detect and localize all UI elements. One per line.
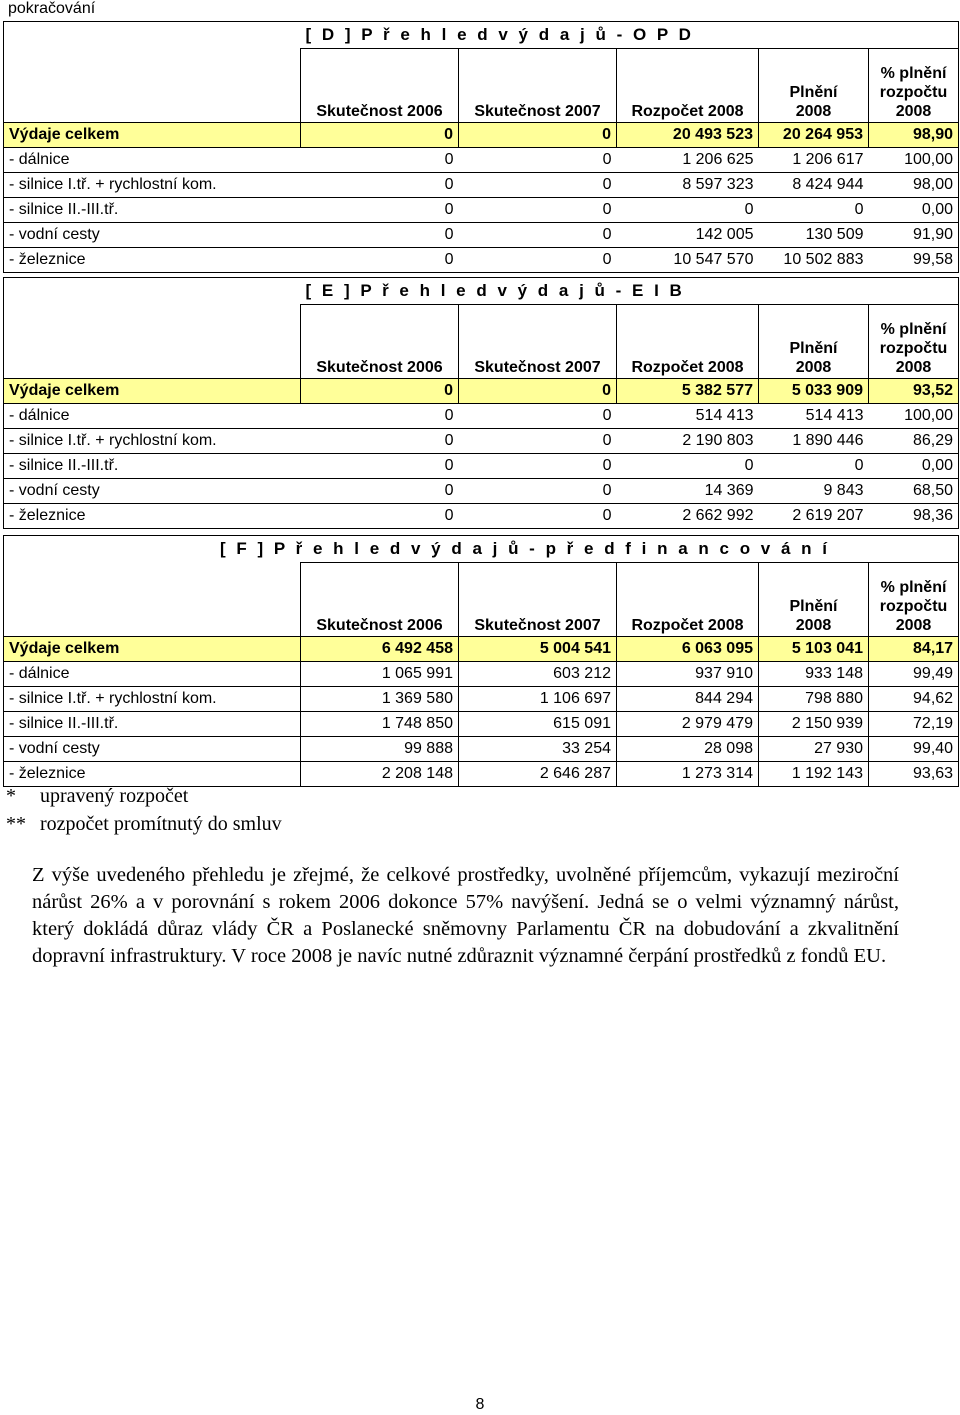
cell-plneni-2008: 9 843 bbox=[759, 479, 869, 504]
cell-pct-plneni: 86,29 bbox=[869, 429, 959, 454]
table-row bbox=[4, 737, 959, 762]
cell-skutecnost-2007: 615 091 bbox=[459, 712, 617, 737]
cell-skutecnost-2007: 0 bbox=[459, 223, 617, 248]
col-header-skutecnost-2007: Skutečnost 2007 bbox=[459, 305, 617, 379]
cell-rozpocet-2008: 20 493 523 bbox=[617, 123, 759, 148]
cell-rozpocet-2008: 2 979 479 bbox=[617, 712, 759, 737]
row-label: - dálnice bbox=[4, 404, 301, 429]
table-opd bbox=[3, 21, 959, 273]
cell-pct-plneni: 99,58 bbox=[869, 248, 959, 273]
cell-skutecnost-2006: 0 bbox=[301, 504, 459, 529]
cell-pct-plneni: 100,00 bbox=[869, 148, 959, 173]
cell-rozpocet-2008: 2 190 803 bbox=[617, 429, 759, 454]
header-row bbox=[4, 305, 959, 379]
cell-plneni-2008: 933 148 bbox=[759, 662, 869, 687]
cell-plneni-2008: 1 192 143 bbox=[759, 762, 869, 787]
table-eib bbox=[3, 277, 959, 529]
continuation-label: pokračování bbox=[8, 0, 96, 17]
table-row bbox=[4, 454, 959, 479]
table-row bbox=[4, 429, 959, 454]
cell-rozpocet-2008: 1 206 625 bbox=[617, 148, 759, 173]
cell-skutecnost-2006: 1 748 850 bbox=[301, 712, 459, 737]
col-header-skutecnost-2006: Skutečnost 2006 bbox=[301, 305, 459, 379]
table-title-row bbox=[4, 536, 959, 563]
cell-pct-plneni: 84,17 bbox=[869, 637, 959, 662]
row-label: - dálnice bbox=[4, 662, 301, 687]
cell-skutecnost-2007: 0 bbox=[459, 248, 617, 273]
cell-skutecnost-2007: 0 bbox=[459, 479, 617, 504]
cell-pct-plneni: 100,00 bbox=[869, 404, 959, 429]
row-label: Výdaje celkem bbox=[4, 637, 301, 662]
cell-plneni-2008: 2 150 939 bbox=[759, 712, 869, 737]
table-row bbox=[4, 687, 959, 712]
cell-skutecnost-2006: 0 bbox=[301, 379, 459, 404]
table-row bbox=[4, 662, 959, 687]
cell-plneni-2008: 514 413 bbox=[759, 404, 869, 429]
cell-skutecnost-2007: 2 646 287 bbox=[459, 762, 617, 787]
cell-plneni-2008: 0 bbox=[759, 454, 869, 479]
cell-skutecnost-2006: 0 bbox=[301, 248, 459, 273]
table-title-row bbox=[4, 22, 959, 49]
table-row bbox=[4, 173, 959, 198]
cell-rozpocet-2008: 937 910 bbox=[617, 662, 759, 687]
cell-rozpocet-2008: 0 bbox=[617, 198, 759, 223]
cell-plneni-2008: 20 264 953 bbox=[759, 123, 869, 148]
cell-rozpocet-2008: 10 547 570 bbox=[617, 248, 759, 273]
cell-plneni-2008: 5 033 909 bbox=[759, 379, 869, 404]
cell-skutecnost-2006: 0 bbox=[301, 479, 459, 504]
row-label: - vodní cesty bbox=[4, 223, 301, 248]
cell-pct-plneni: 99,49 bbox=[869, 662, 959, 687]
col-header-plneni-2008: Plnění 2008 bbox=[759, 49, 869, 123]
cell-skutecnost-2006: 0 bbox=[301, 148, 459, 173]
cell-plneni-2008: 10 502 883 bbox=[759, 248, 869, 273]
table-predfinancovani bbox=[3, 535, 959, 787]
cell-skutecnost-2006: 1 369 580 bbox=[301, 687, 459, 712]
cell-plneni-2008: 2 619 207 bbox=[759, 504, 869, 529]
table-row bbox=[4, 504, 959, 529]
row-label: - silnice I.tř. + rychlostní kom. bbox=[4, 429, 301, 454]
cell-skutecnost-2006: 0 bbox=[301, 429, 459, 454]
cell-rozpocet-2008: 1 273 314 bbox=[617, 762, 759, 787]
table-title: [ E ] P ř e h l e d v ý d a j ů - E I B bbox=[301, 278, 959, 305]
table-title-row bbox=[4, 278, 959, 305]
total-row bbox=[4, 379, 959, 404]
cell-rozpocet-2008: 514 413 bbox=[617, 404, 759, 429]
cell-skutecnost-2007: 603 212 bbox=[459, 662, 617, 687]
header-row bbox=[4, 563, 959, 637]
cell-plneni-2008: 5 103 041 bbox=[759, 637, 869, 662]
col-header-rozpocet-2008: Rozpočet 2008 bbox=[617, 563, 759, 637]
row-label: - dálnice bbox=[4, 148, 301, 173]
table-row bbox=[4, 479, 959, 504]
row-label: Výdaje celkem bbox=[4, 379, 301, 404]
cell-skutecnost-2007: 0 bbox=[459, 504, 617, 529]
cell-pct-plneni: 72,19 bbox=[869, 712, 959, 737]
row-label: - silnice II.-III.tř. bbox=[4, 454, 301, 479]
total-row bbox=[4, 637, 959, 662]
cell-skutecnost-2007: 33 254 bbox=[459, 737, 617, 762]
cell-pct-plneni: 98,90 bbox=[869, 123, 959, 148]
cell-skutecnost-2007: 0 bbox=[459, 454, 617, 479]
table-row bbox=[4, 198, 959, 223]
cell-skutecnost-2006: 0 bbox=[301, 454, 459, 479]
row-label: - silnice II.-III.tř. bbox=[4, 198, 301, 223]
table-row bbox=[4, 148, 959, 173]
row-label: - železnice bbox=[4, 762, 301, 787]
cell-pct-plneni: 68,50 bbox=[869, 479, 959, 504]
cell-pct-plneni: 99,40 bbox=[869, 737, 959, 762]
col-header-pct-plneni: % plnění rozpočtu 2008 bbox=[869, 563, 959, 637]
table-row bbox=[4, 712, 959, 737]
row-label: - silnice II.-III.tř. bbox=[4, 712, 301, 737]
cell-pct-plneni: 93,52 bbox=[869, 379, 959, 404]
summary-paragraph: Z výše uvedeného přehledu je zřejmé, že celkové prostředky, uvolněné příjemcům, vykazují meziroční nárůst 26% a v porovnání s rokem 2006 dokonce 57% navýšení. Jedná se o velmi významný nárůst, který dokládá důraz vlády ČR a Poslanecké sněmovny Parlamentu ČR na dobudování a zkvalitnění dopravní infrastruktury. V roce 2008 je navíc nutné zdůraznit významné čerpání prostředků z fondů EU. bbox=[32, 864, 899, 967]
cell-pct-plneni: 93,63 bbox=[869, 762, 959, 787]
cell-rozpocet-2008: 5 382 577 bbox=[617, 379, 759, 404]
row-label: - vodní cesty bbox=[4, 737, 301, 762]
cell-skutecnost-2007: 0 bbox=[459, 198, 617, 223]
col-header-rozpocet-2008: Rozpočet 2008 bbox=[617, 305, 759, 379]
cell-skutecnost-2007: 0 bbox=[459, 404, 617, 429]
footnote: ** rozpočet promítnutý do smluv bbox=[6, 813, 282, 835]
col-header-pct-plneni: % plnění rozpočtu 2008 bbox=[869, 305, 959, 379]
row-label: - železnice bbox=[4, 248, 301, 273]
row-label: Výdaje celkem bbox=[4, 123, 301, 148]
table-row bbox=[4, 223, 959, 248]
cell-plneni-2008: 27 930 bbox=[759, 737, 869, 762]
cell-skutecnost-2007: 0 bbox=[459, 123, 617, 148]
cell-skutecnost-2006: 99 888 bbox=[301, 737, 459, 762]
cell-plneni-2008: 798 880 bbox=[759, 687, 869, 712]
cell-skutecnost-2006: 0 bbox=[301, 198, 459, 223]
total-row bbox=[4, 123, 959, 148]
col-header-skutecnost-2007: Skutečnost 2007 bbox=[459, 563, 617, 637]
cell-rozpocet-2008: 8 597 323 bbox=[617, 173, 759, 198]
cell-pct-plneni: 98,00 bbox=[869, 173, 959, 198]
cell-plneni-2008: 8 424 944 bbox=[759, 173, 869, 198]
table-title: [ D ] P ř e h l e d v ý d a j ů - O P D bbox=[301, 22, 959, 49]
cell-skutecnost-2006: 0 bbox=[301, 404, 459, 429]
cell-skutecnost-2006: 0 bbox=[301, 173, 459, 198]
col-header-plneni-2008: Plnění 2008 bbox=[759, 563, 869, 637]
cell-pct-plneni: 91,90 bbox=[869, 223, 959, 248]
cell-rozpocet-2008: 28 098 bbox=[617, 737, 759, 762]
footnote: * upravený rozpočet bbox=[6, 785, 189, 807]
table-title: [ F ] P ř e h l e d v ý d a j ů - p ř e d f i n a n c o v á n í bbox=[4, 536, 959, 563]
cell-rozpocet-2008: 2 662 992 bbox=[617, 504, 759, 529]
cell-rozpocet-2008: 6 063 095 bbox=[617, 637, 759, 662]
cell-plneni-2008: 1 890 446 bbox=[759, 429, 869, 454]
cell-pct-plneni: 0,00 bbox=[869, 454, 959, 479]
col-header-skutecnost-2006: Skutečnost 2006 bbox=[301, 49, 459, 123]
cell-plneni-2008: 130 509 bbox=[759, 223, 869, 248]
cell-skutecnost-2007: 5 004 541 bbox=[459, 637, 617, 662]
cell-rozpocet-2008: 142 005 bbox=[617, 223, 759, 248]
cell-plneni-2008: 1 206 617 bbox=[759, 148, 869, 173]
cell-skutecnost-2006: 0 bbox=[301, 123, 459, 148]
cell-pct-plneni: 94,62 bbox=[869, 687, 959, 712]
cell-plneni-2008: 0 bbox=[759, 198, 869, 223]
cell-skutecnost-2006: 6 492 458 bbox=[301, 637, 459, 662]
cell-skutecnost-2007: 0 bbox=[459, 148, 617, 173]
row-label: - vodní cesty bbox=[4, 479, 301, 504]
page-number: 8 bbox=[475, 1396, 485, 1413]
cell-skutecnost-2007: 1 106 697 bbox=[459, 687, 617, 712]
table-row bbox=[4, 248, 959, 273]
col-header-pct-plneni: % plnění rozpočtu 2008 bbox=[869, 49, 959, 123]
header-row bbox=[4, 49, 959, 123]
col-header-skutecnost-2006: Skutečnost 2006 bbox=[301, 563, 459, 637]
cell-skutecnost-2007: 0 bbox=[459, 429, 617, 454]
col-header-plneni-2008: Plnění 2008 bbox=[759, 305, 869, 379]
row-label: - železnice bbox=[4, 504, 301, 529]
col-header-skutecnost-2007: Skutečnost 2007 bbox=[459, 49, 617, 123]
cell-skutecnost-2006: 2 208 148 bbox=[301, 762, 459, 787]
cell-rozpocet-2008: 844 294 bbox=[617, 687, 759, 712]
cell-pct-plneni: 98,36 bbox=[869, 504, 959, 529]
cell-rozpocet-2008: 0 bbox=[617, 454, 759, 479]
table-row bbox=[4, 404, 959, 429]
cell-skutecnost-2007: 0 bbox=[459, 379, 617, 404]
cell-pct-plneni: 0,00 bbox=[869, 198, 959, 223]
cell-rozpocet-2008: 14 369 bbox=[617, 479, 759, 504]
cell-skutecnost-2006: 0 bbox=[301, 223, 459, 248]
cell-skutecnost-2006: 1 065 991 bbox=[301, 662, 459, 687]
row-label: - silnice I.tř. + rychlostní kom. bbox=[4, 173, 301, 198]
row-label: - silnice I.tř. + rychlostní kom. bbox=[4, 687, 301, 712]
col-header-rozpocet-2008: Rozpočet 2008 bbox=[617, 49, 759, 123]
footnotes bbox=[6, 782, 282, 838]
cell-skutecnost-2007: 0 bbox=[459, 173, 617, 198]
